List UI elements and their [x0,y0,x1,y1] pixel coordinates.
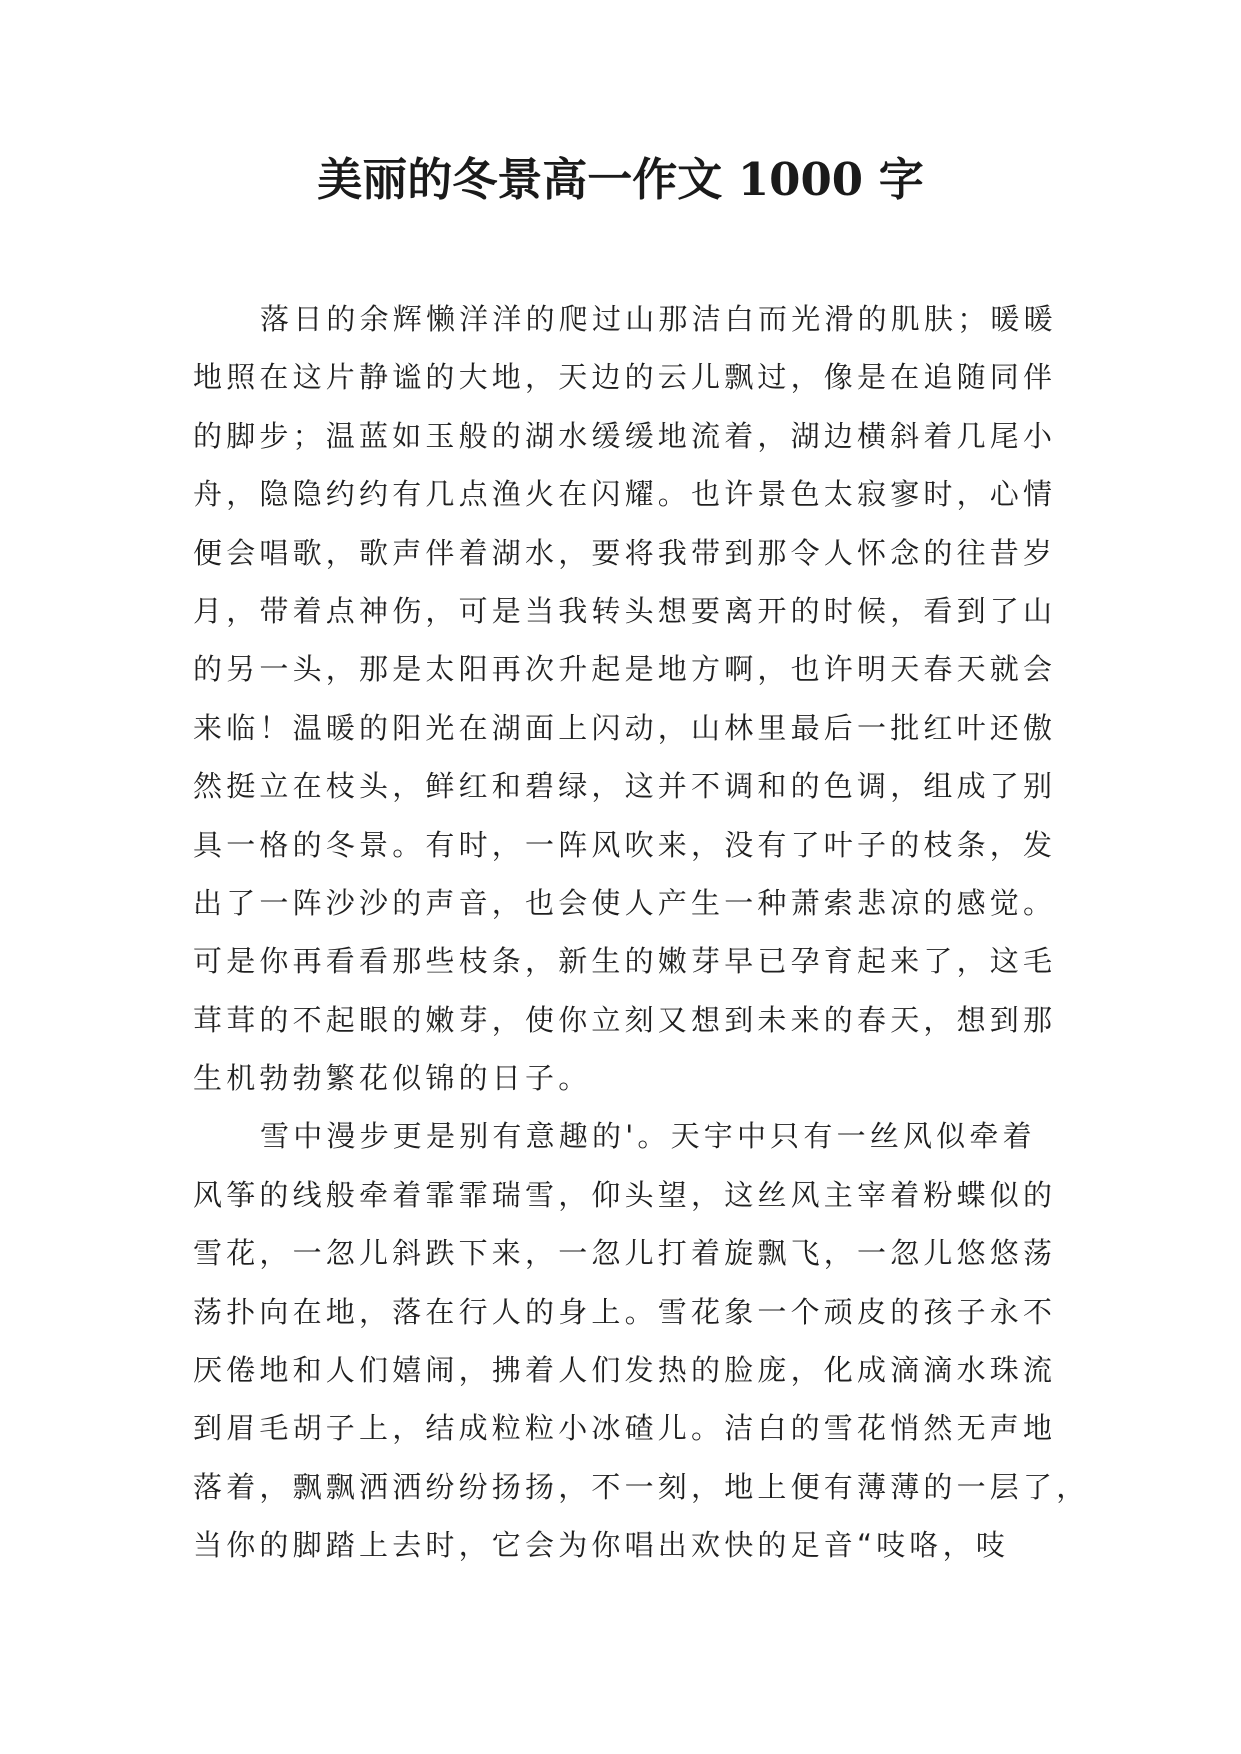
paragraph-line: 雪花，一忽儿斜跌下来，一忽儿打着旋飘飞，一忽儿悠悠荡 [193,1236,1057,1271]
paragraph-line: 当你的脚踏上去时，它会为你唱出欢快的足音“吱咯，吱 [193,1528,1010,1563]
paragraph-line: 厌倦地和人们嬉闹，拂着人们发热的脸庞，化成滴滴水珠流 [193,1353,1057,1388]
paragraph-line: 风筝的线般牵着霏霏瑞雪，仰头望，这丝风主宰着粉蝶似的 [193,1177,1057,1212]
paragraph-line: 到眉毛胡子上，结成粒粒小冰碴儿。洁白的雪花悄然无声地 [193,1411,1057,1446]
paragraph-line: 具一格的冬景。有时，一阵风吹来，没有了叶子的枝条，发 [193,827,1057,862]
paragraph-line: 落日的余辉懒洋洋的爬过山那洁白而光滑的肌肤；暖暖 [260,302,1057,336]
paragraph-line: 的脚步；温蓝如玉般的湖水缓缓地流着，湖边横斜着几尾小 [193,418,1057,453]
paragraph-line: 雪中漫步更是别有意趣的'。天宇中只有一丝风似牵着 [260,1119,1036,1154]
paragraph-line: 可是你再看看那些枝条，新生的嫩芽早已孕育起来了，这毛 [193,944,1057,979]
paragraph-line: 舟，隐隐约约有几点渔火在闪耀。也许景色太寂寥时，心情 [193,477,1057,512]
paragraph-line: 荡扑向在地，落在行人的身上。雪花象一个顽皮的孩子永不 [193,1294,1057,1329]
paragraph-line: 地照在这片静谧的大地，天边的云儿飘过，像是在追随同伴 [193,360,1057,395]
document-title: 美丽的冬景高一作文 1000 字 [317,153,924,206]
paragraph-line: 便会唱歌，歌声伴着湖水，要将我带到那令人怀念的往昔岁 [193,535,1057,570]
paragraph-line: 的另一头，那是太阳再次升起是地方啊，也许明天春天就会 [193,652,1057,687]
paragraph-line: 然挺立在枝头，鲜红和碧绿，这并不调和的色调，组成了别 [193,769,1057,804]
paragraph-line: 茸茸的不起眼的嫩芽，使你立刻又想到未来的春天，想到那 [193,1002,1057,1037]
paragraph-line: 出了一阵沙沙的声音，也会使人产生一种萧索悲凉的感觉。 [193,885,1057,920]
paragraph-line: 来临！温暖的阳光在湖面上闪动，山林里最后一批红叶还傲 [193,710,1057,745]
paragraph-line: 月，带着点神伤，可是当我转头想要离开的时候，看到了山 [193,593,1057,628]
document-body [193,290,1093,1575]
paragraph-line: 生机勃勃繁花似锦的日子。 [193,1061,592,1096]
paragraph-line: 落着，飘飘洒洒纷纷扬扬，不一刻，地上便有薄薄的一层了， [193,1469,1090,1504]
